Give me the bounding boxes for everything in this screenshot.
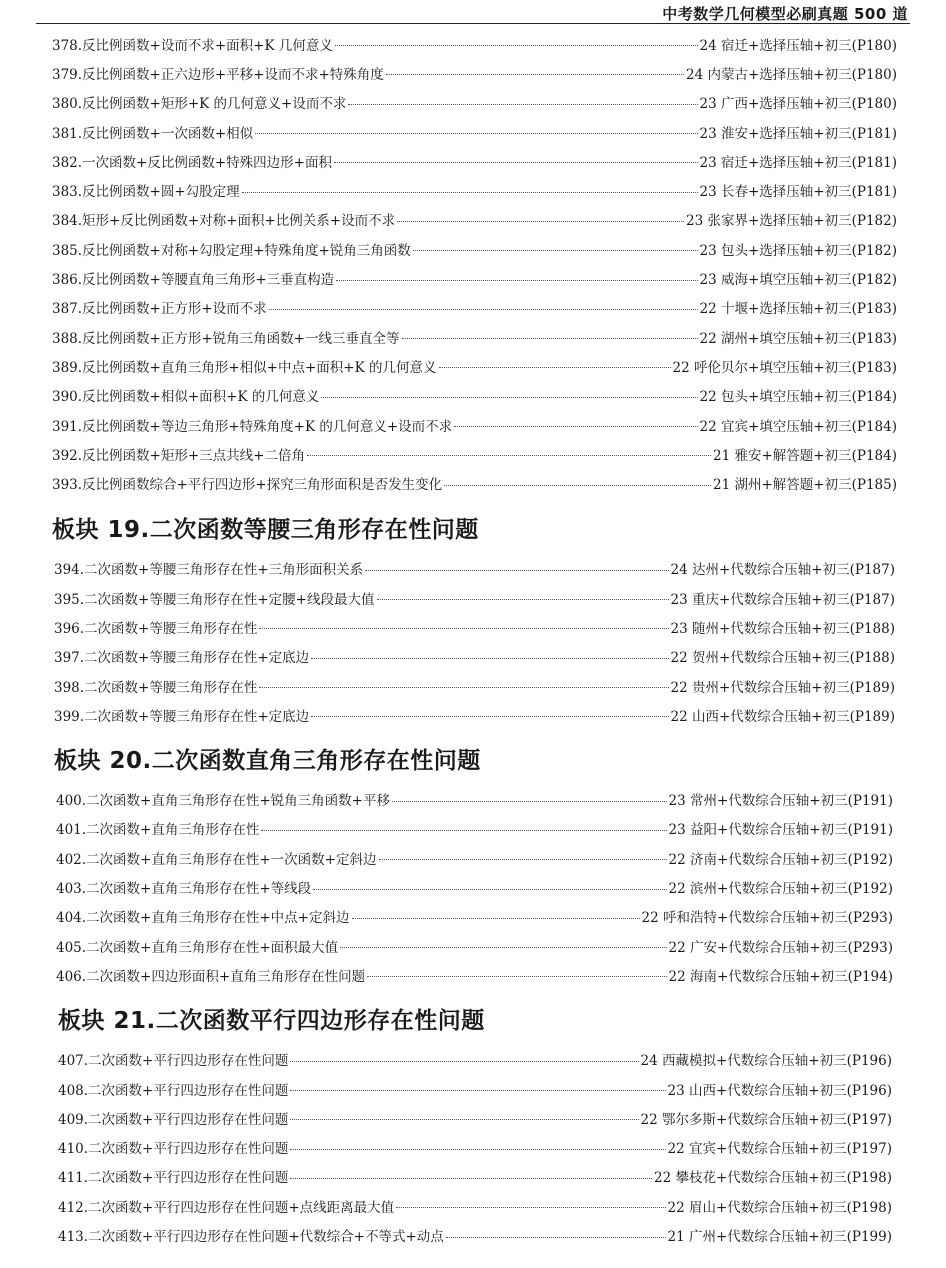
entry-source: 22 鄂尔多斯+代数综合压轴+初三(P197) (640, 1111, 892, 1128)
entry-title: 413.二次函数+平行四边形存在性问题+代数综合+不等式+动点 (58, 1229, 444, 1246)
entry-title: 408.二次函数+平行四边形存在性问题 (58, 1082, 289, 1099)
table-of-contents (0, 29, 946, 1250)
toc-entry[interactable] (52, 29, 897, 58)
entry-source: 23 淮安+选择压轴+初三(P181) (699, 125, 897, 142)
entry-source: 22 广安+代数综合压轴+初三(P293) (668, 939, 893, 956)
entry-title: 399.二次函数+等腰三角形存在性+定底边 (54, 708, 310, 725)
entry-source: 22 海南+代数综合压轴+初三(P194) (668, 968, 893, 985)
toc-entry[interactable] (58, 1133, 892, 1162)
entry-title: 410.二次函数+平行四边形存在性问题 (58, 1141, 289, 1158)
dot-leader (454, 426, 697, 427)
section-21 (0, 993, 946, 1250)
entry-title: 379.反比例函数+正六边形+平移+设而不求+特殊角度 (52, 66, 384, 83)
entry-source: 22 十堰+选择压轴+初三(P183) (699, 301, 897, 318)
entry-source: 24 达州+代数综合压轴+初三(P187) (670, 562, 895, 579)
dot-leader (379, 859, 667, 860)
toc-entry[interactable] (58, 1074, 892, 1103)
dot-leader (392, 801, 667, 802)
entry-title: 402.二次函数+直角三角形存在性+一次函数+定斜边 (56, 851, 377, 868)
toc-entry[interactable] (56, 814, 893, 843)
entry-source: 23 宿迁+选择压轴+初三(P181) (699, 154, 897, 171)
dot-leader (377, 599, 669, 600)
entry-source: 22 贺州+代数综合压轴+初三(P188) (670, 650, 895, 667)
entry-title: 393.反比例函数综合+平行四边形+探究三角形面积是否发生变化 (52, 477, 443, 494)
dot-leader (365, 570, 668, 571)
entry-source: 21 湖州+解答题+初三(P185) (713, 477, 897, 494)
entry-source: 22 呼和浩特+代数综合压轴+初三(P293) (641, 910, 893, 927)
toc-entry[interactable] (52, 322, 897, 351)
dot-leader (311, 658, 668, 659)
entry-source: 22 眉山+代数综合压轴+初三(P198) (667, 1199, 892, 1216)
toc-entry[interactable] (52, 263, 897, 292)
toc-entry[interactable] (58, 1162, 892, 1191)
entry-source: 23 随州+代数综合压轴+初三(P188) (670, 620, 895, 637)
toc-entry[interactable] (56, 872, 893, 901)
entry-title: 378.反比例函数+设而不求+面积+K 几何意义 (52, 37, 333, 54)
entry-title: 387.反比例函数+正方形+设而不求 (52, 301, 267, 318)
toc-entry[interactable] (58, 1220, 892, 1249)
dot-leader (290, 1178, 652, 1179)
entry-title: 386.反比例函数+等腰直角三角形+三垂直构造 (52, 272, 335, 289)
book-title: 中考数学几何模型必刷真题 500 道 (662, 5, 908, 23)
section-heading: 板块 21.二次函数平行四边形存在性问题 (58, 1008, 485, 1035)
dot-leader (340, 947, 666, 948)
dot-leader (311, 716, 668, 717)
entry-source: 22 湖州+填空压轴+初三(P183) (699, 330, 897, 347)
toc-entry[interactable] (56, 843, 893, 872)
entry-source: 24 西藏模拟+代数综合压轴+初三(P196) (640, 1053, 892, 1070)
entry-source: 23 山西+代数综合压轴+初三(P196) (667, 1082, 892, 1099)
section-heading: 板块 19.二次函数等腰三角形存在性问题 (52, 517, 479, 544)
entry-source: 23 广西+选择压轴+初三(P180) (699, 96, 897, 113)
entry-source: 23 长春+选择压轴+初三(P181) (699, 184, 897, 201)
section-18-continued (0, 29, 946, 498)
toc-entry[interactable] (54, 554, 895, 583)
entry-title: 389.反比例函数+直角三角形+相似+中点+面积+K 的几何意义 (52, 359, 437, 376)
toc-entry[interactable] (56, 960, 893, 989)
dot-leader (290, 1119, 638, 1120)
entry-source: 24 宿迁+选择压轴+初三(P180) (699, 37, 897, 54)
dot-leader (290, 1149, 665, 1150)
entry-title: 382.一次函数+反比例函数+特殊四边形+面积 (52, 154, 332, 171)
toc-entry[interactable] (52, 175, 897, 204)
toc-entry[interactable] (56, 785, 893, 814)
dot-leader (348, 104, 697, 105)
toc-entry[interactable] (52, 205, 897, 234)
dot-leader (397, 221, 684, 222)
entry-title: 400.二次函数+直角三角形存在性+锐角三角函数+平移 (56, 793, 390, 810)
toc-entry[interactable] (54, 612, 895, 641)
toc-entry[interactable] (56, 931, 893, 960)
dot-leader (334, 162, 698, 163)
entry-title: 396.二次函数+等腰三角形存在性 (54, 620, 258, 637)
toc-entry[interactable] (54, 671, 895, 700)
toc-entry[interactable] (54, 583, 895, 612)
dot-leader (413, 250, 698, 251)
dot-leader (259, 687, 668, 688)
dot-leader (367, 976, 666, 977)
entry-source: 22 贵州+代数综合压轴+初三(P189) (670, 679, 895, 696)
entry-title: 392.反比例函数+矩形+三点共线+二倍角 (52, 447, 305, 464)
dot-leader (269, 309, 698, 310)
toc-entry[interactable] (52, 117, 897, 146)
toc-entry[interactable] (52, 468, 897, 497)
dot-leader (402, 338, 698, 339)
dot-leader (439, 367, 671, 368)
entry-title: 403.二次函数+直角三角形存在性+等线段 (56, 881, 312, 898)
entry-source: 23 重庆+代数综合压轴+初三(P187) (670, 591, 895, 608)
entry-source: 22 山西+代数综合压轴+初三(P189) (670, 708, 895, 725)
toc-entry[interactable] (52, 146, 897, 175)
entry-source: 22 呼伦贝尔+填空压轴+初三(P183) (672, 359, 897, 376)
entry-title: 409.二次函数+平行四边形存在性问题 (58, 1111, 289, 1128)
entry-source: 23 常州+代数综合压轴+初三(P191) (668, 793, 893, 810)
entry-title: 397.二次函数+等腰三角形存在性+定底边 (54, 650, 310, 667)
entry-source: 22 济南+代数综合压轴+初三(P192) (668, 851, 893, 868)
toc-entry[interactable] (52, 58, 897, 87)
toc-entry[interactable] (52, 439, 897, 468)
entry-title: 401.二次函数+直角三角形存在性 (56, 822, 260, 839)
toc-entry[interactable] (52, 293, 897, 322)
entry-title: 384.矩形+反比例函数+对称+面积+比例关系+设而不求 (52, 213, 396, 230)
dot-leader (396, 1207, 665, 1208)
dot-leader (259, 628, 668, 629)
dot-leader (255, 133, 697, 134)
dot-leader (261, 830, 666, 831)
entry-title: 390.反比例函数+相似+面积+K 的几何意义 (52, 389, 320, 406)
toc-entry[interactable] (52, 234, 897, 263)
toc-entry[interactable] (54, 642, 895, 671)
dot-leader (336, 280, 697, 281)
entry-title: 391.反比例函数+等边三角形+特殊角度+K 的几何意义+设而不求 (52, 418, 453, 435)
dot-leader (444, 485, 711, 486)
header-rule (36, 23, 910, 24)
entry-title: 412.二次函数+平行四边形存在性问题+点线距离最大值 (58, 1199, 395, 1216)
entry-source: 23 益阳+代数综合压轴+初三(P191) (668, 822, 893, 839)
entry-title: 411.二次函数+平行四边形存在性问题 (58, 1170, 289, 1187)
entry-source: 22 滨州+代数综合压轴+初三(P192) (668, 881, 893, 898)
entry-title: 381.反比例函数+一次函数+相似 (52, 125, 254, 142)
dot-leader (321, 397, 697, 398)
entry-source: 23 包头+选择压轴+初三(P182) (699, 242, 897, 259)
entry-source: 21 雅安+解答题+初三(P184) (713, 447, 897, 464)
entry-title: 406.二次函数+四边形面积+直角三角形存在性问题 (56, 968, 366, 985)
toc-entry[interactable] (52, 351, 897, 380)
section-20 (0, 733, 946, 990)
toc-entry[interactable] (56, 902, 893, 931)
toc-entry[interactable] (58, 1103, 892, 1132)
entry-title: 407.二次函数+平行四边形存在性问题 (58, 1053, 289, 1070)
entry-title: 395.二次函数+等腰三角形存在性+定腰+线段最大值 (54, 591, 375, 608)
toc-entry[interactable] (58, 1045, 892, 1074)
section-heading: 板块 20.二次函数直角三角形存在性问题 (54, 748, 481, 775)
dot-leader (290, 1090, 665, 1091)
entry-title: 388.反比例函数+正方形+锐角三角函数+一线三垂直全等 (52, 330, 400, 347)
dot-leader (313, 889, 666, 890)
entry-title: 405.二次函数+直角三角形存在性+面积最大值 (56, 939, 339, 956)
page-header (0, 0, 946, 24)
entry-title: 380.反比例函数+矩形+K 的几何意义+设而不求 (52, 96, 347, 113)
toc-entry[interactable] (52, 381, 897, 410)
entry-source: 22 包头+填空压轴+初三(P184) (699, 389, 897, 406)
entry-source: 21 广州+代数综合压轴+初三(P199) (667, 1229, 892, 1246)
entry-title: 385.反比例函数+对称+勾股定理+特殊角度+锐角三角函数 (52, 242, 411, 259)
entry-title: 394.二次函数+等腰三角形存在性+三角形面积关系 (54, 562, 364, 579)
toc-entry[interactable] (52, 410, 897, 439)
entry-title: 404.二次函数+直角三角形存在性+中点+定斜边 (56, 910, 350, 927)
toc-entry[interactable] (52, 88, 897, 117)
entry-source: 22 攀枝花+代数综合压轴+初三(P198) (654, 1170, 892, 1187)
dot-leader (335, 45, 698, 46)
entry-title: 383.反比例函数+圆+勾股定理 (52, 184, 240, 201)
dot-leader (307, 455, 711, 456)
section-19 (0, 501, 946, 730)
dot-leader (446, 1237, 666, 1238)
entry-source: 24 内蒙古+选择压轴+初三(P180) (686, 66, 897, 83)
toc-entry[interactable] (54, 700, 895, 729)
dot-leader (290, 1061, 638, 1062)
entry-source: 22 宜宾+填空压轴+初三(P184) (699, 418, 897, 435)
toc-entry[interactable] (58, 1191, 892, 1220)
entry-title: 398.二次函数+等腰三角形存在性 (54, 679, 258, 696)
dot-leader (352, 918, 640, 919)
dot-leader (242, 192, 698, 193)
entry-source: 22 宜宾+代数综合压轴+初三(P197) (667, 1141, 892, 1158)
dot-leader (386, 74, 684, 75)
entry-source: 23 张家界+选择压轴+初三(P182) (686, 213, 897, 230)
entry-source: 23 威海+填空压轴+初三(P182) (699, 272, 897, 289)
